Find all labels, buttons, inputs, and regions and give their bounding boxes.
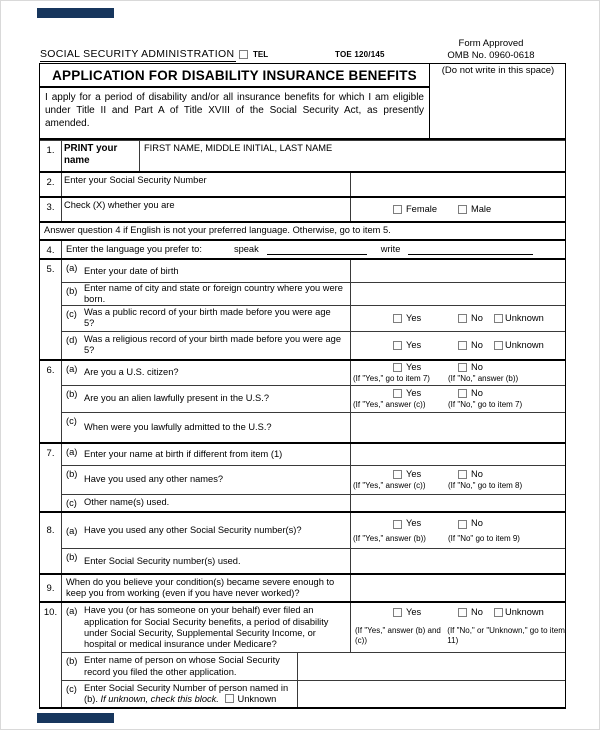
item-7c-answer-field[interactable] xyxy=(350,495,565,511)
item-7 xyxy=(40,442,565,511)
item-7b-row xyxy=(62,465,565,494)
item-2-number: 2. xyxy=(40,173,62,196)
item-5a-row xyxy=(62,260,565,282)
speak-write-in-line[interactable] xyxy=(267,244,367,255)
item-5c-question: (c) Was a public record of your birth made before you were age 5? xyxy=(66,307,331,329)
language-note-row xyxy=(40,221,565,239)
item-10b-question: (b) Enter name of person on whose Social Security record you filed the other application. xyxy=(66,655,280,677)
item-1-print-label: PRINT your name xyxy=(62,141,140,171)
item-7b-yes-hint: (If "Yes," answer (c)) xyxy=(353,481,426,491)
item-5b-row xyxy=(62,282,565,305)
item-6b-no-checkbox[interactable] xyxy=(458,389,467,398)
item-6c-answer-field[interactable] xyxy=(350,413,565,442)
item-5c-answer: Yes No Unknown xyxy=(350,306,565,331)
item-6c-question: (c) When were you lawfully admitted to the U.S.? xyxy=(66,415,272,432)
tel-label: TEL xyxy=(253,50,269,59)
intro-statement: I apply for a period of disability and/or all insurance benefits for which I am eligible under Title II and Part A of Title XVIII of the Social Security Act, as presently amended. xyxy=(45,92,424,129)
item-5d-question: (d) Was a religious record of your birth made before you were age 5? xyxy=(66,334,341,356)
item-8 xyxy=(40,511,565,573)
ssa-disability-form xyxy=(39,38,566,709)
toe-code: TOE 120/145 xyxy=(335,50,385,59)
item-6 xyxy=(40,359,565,442)
speak-label: speak xyxy=(233,244,259,255)
header-box xyxy=(39,63,566,140)
item-2-answer-field[interactable] xyxy=(350,173,565,196)
language-note: Answer question 4 if English is not your preferred language. Otherwise, go to item 5. xyxy=(44,225,391,235)
write-write-in-line[interactable] xyxy=(408,244,533,255)
item-5c-row xyxy=(62,305,565,331)
item-8a-yes-hint: (If "Yes," answer (b)) xyxy=(353,533,426,543)
form-title: APPLICATION FOR DISABILITY INSURANCE BENEFITS xyxy=(40,64,429,88)
form-approved-line: Form Approved xyxy=(458,38,524,50)
item-6b-yes-hint: (If "Yes," answer (c)) xyxy=(353,400,426,410)
tel-field xyxy=(239,50,268,59)
item-5d-unknown-checkbox[interactable] xyxy=(494,341,503,350)
item-6-number: 6. xyxy=(40,361,62,442)
item-8a-no-checkbox[interactable] xyxy=(458,520,467,529)
item-6a-no-checkbox[interactable] xyxy=(458,363,467,372)
write-label: write xyxy=(380,244,401,255)
item-4-question: Enter the language you prefer to: speak write xyxy=(62,241,565,258)
item-6b-question: (b) Are you an alien lawfully present in the U.S.? xyxy=(66,388,270,404)
item-2-question: Enter your Social Security Number xyxy=(64,175,207,185)
item-1-row xyxy=(40,140,565,171)
item-7a-answer-field[interactable] xyxy=(350,444,565,465)
item-7b-yes-checkbox[interactable] xyxy=(393,470,402,479)
item-4-number: 4. xyxy=(40,241,62,258)
item-10 xyxy=(40,601,565,707)
male-checkbox[interactable] xyxy=(458,205,467,214)
item-5b-question: (b) Enter name of city and state or foreign country where you were born. xyxy=(66,282,343,304)
item-6a-row xyxy=(62,361,565,385)
item-10a-unknown-checkbox[interactable] xyxy=(494,608,503,617)
item-8a-row xyxy=(62,513,565,548)
agency-name: SOCIAL SECURITY ADMINISTRATION xyxy=(40,48,235,60)
item-8a-no-hint: (If "No" go to item 9) xyxy=(448,533,520,543)
item-10c-text: Enter Social Security Number of person named in (b). xyxy=(84,682,289,704)
item-10a-no-checkbox[interactable] xyxy=(458,608,467,617)
item-8a-yes-checkbox[interactable] xyxy=(393,520,402,529)
item-5d-row xyxy=(62,331,565,359)
item-6a-answer: Yes No (If "Yes," go to item 7) (If "No," answer (b)) xyxy=(350,361,565,385)
item-3-row xyxy=(40,196,565,221)
item-3-question: Check (X) whether you are xyxy=(64,200,175,210)
item-10a-yes-checkbox[interactable] xyxy=(393,608,402,617)
item-10a-answer: Yes No Unknown (If "Yes," answer (b) and (c)) (If "No," or "Unknown," go to item 11) xyxy=(350,603,565,652)
item-7c-row xyxy=(62,494,565,511)
tel-checkbox[interactable] xyxy=(239,50,248,59)
masthead xyxy=(39,38,566,63)
item-5c-yes-checkbox[interactable] xyxy=(393,314,402,323)
item-8b-answer-field[interactable] xyxy=(350,549,565,573)
item-4-row xyxy=(40,239,565,258)
item-8a-answer: Yes No (If "Yes," answer (b)) (If "No" go to item 9) xyxy=(350,513,565,548)
item-5b-answer-field[interactable] xyxy=(350,283,565,305)
item-5c-no-checkbox[interactable] xyxy=(458,314,467,323)
item-10a-row xyxy=(62,603,565,652)
item-2-row xyxy=(40,171,565,196)
item-7b-question: (b) Have you used any other names? xyxy=(66,468,224,485)
item-5d-answer: Yes No Unknown xyxy=(350,332,565,359)
item-8b-row xyxy=(62,548,565,573)
registration-mark-bottom xyxy=(37,713,114,723)
item-6b-answer: Yes No (If "Yes," answer (c)) (If "No," go to item 7) xyxy=(350,386,565,412)
item-6a-no-hint: (If "No," answer (b)) xyxy=(448,374,519,384)
item-6b-no-hint: (If "No," go to item 7) xyxy=(448,400,523,410)
header-left xyxy=(40,64,429,138)
item-6a-yes-checkbox[interactable] xyxy=(393,363,402,372)
item-1-name-field[interactable] xyxy=(140,141,565,171)
item-5d-no-checkbox[interactable] xyxy=(458,341,467,350)
item-10c-answer-field[interactable] xyxy=(297,681,565,707)
item-10-number: 10. xyxy=(40,603,62,707)
item-6a-yes-hint: (If "Yes," go to item 7) xyxy=(353,374,430,384)
item-9-answer-field[interactable] xyxy=(350,575,565,601)
item-7-number: 7. xyxy=(40,444,62,511)
item-5a-question: (a) Enter your date of birth xyxy=(66,263,179,276)
item-8a-question: (a) Have you used any other Social Security number(s)? xyxy=(66,525,302,536)
item-9-question: When do you believe your condition(s) became severe enough to keep you from working (even if you have never worked)? xyxy=(66,577,335,599)
item-10b-row xyxy=(62,652,565,679)
item-8b-question: (b) Enter Social Security number(s) used. xyxy=(66,552,241,566)
item-5a-answer-field[interactable] xyxy=(350,260,565,282)
do-not-write-box xyxy=(429,64,565,138)
item-6a-question: (a) Are you a U.S. citizen? xyxy=(66,363,179,378)
item-10a-no-hint: (If "No," or "Unknown," go to item 11) xyxy=(447,625,565,645)
item-5-number: 5. xyxy=(40,260,62,359)
female-label: Female xyxy=(406,203,438,214)
item-1-field-caption: FIRST NAME, MIDDLE INITIAL, LAST NAME xyxy=(144,143,333,153)
registration-mark-top xyxy=(37,8,114,18)
item-5c-unknown-checkbox[interactable] xyxy=(494,314,503,323)
item-7a-row xyxy=(62,444,565,465)
item-5d-yes-checkbox[interactable] xyxy=(393,341,402,350)
item-5 xyxy=(40,258,565,359)
item-8-number: 8. xyxy=(40,513,62,573)
item-10c-question: (c) Enter Social Security Number of person named in (b). If unknown, check this block. Unknown xyxy=(66,682,289,704)
form-table xyxy=(39,140,566,709)
item-10b-answer-field[interactable] xyxy=(297,653,565,679)
item-7c-question: (c) Other name(s) used. xyxy=(66,497,170,508)
item-10a-yes-hint: (If "Yes," answer (b) and (c)) xyxy=(355,625,441,645)
item-10c-unknown-label: Unknown xyxy=(237,693,277,704)
female-checkbox[interactable] xyxy=(393,205,402,214)
item-7b-answer: Yes No (If "Yes," answer (c)) (If "No," go to item 8) xyxy=(350,466,565,494)
item-7b-no-checkbox[interactable] xyxy=(458,470,467,479)
item-9-row xyxy=(40,573,565,601)
item-3-number: 3. xyxy=(40,198,62,221)
item-6b-yes-checkbox[interactable] xyxy=(393,389,402,398)
omb-number: OMB No. 0960-0618 xyxy=(447,50,535,62)
item-7b-no-hint: (If "No," go to item 8) xyxy=(448,481,523,491)
item-10c-row xyxy=(62,680,565,707)
do-not-write-label: (Do not write in this space) xyxy=(441,65,555,76)
item-10c-unknown-checkbox[interactable] xyxy=(225,694,234,703)
item-9-number: 9. xyxy=(40,575,62,601)
item-6c-row xyxy=(62,412,565,442)
item-10a-question: (a) Have you (or has someone on your behalf) ever filed an application for Social Security benefits, a period of disability under Social Security, Supplemental Security Income, or hospital or medical insurance under Medicare? xyxy=(66,605,329,649)
form-approved-block xyxy=(416,38,566,62)
item-10c-italic-note: If unknown, check this block. xyxy=(100,693,219,704)
item-6b-row xyxy=(62,385,565,412)
item-7a-question: (a) Enter your name at birth if different from item (1) xyxy=(66,446,283,459)
item-1-number: 1. xyxy=(40,141,62,171)
male-label: Male xyxy=(471,203,492,214)
item-3-answer xyxy=(350,198,565,221)
